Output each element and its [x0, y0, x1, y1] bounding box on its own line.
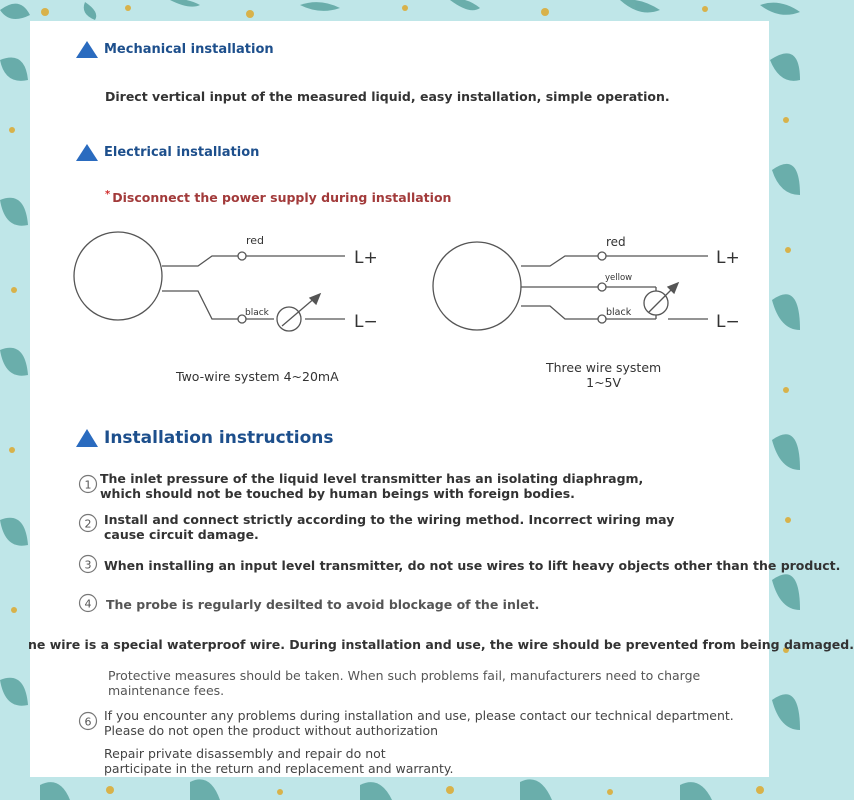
instruction-6-line2: Please do not open the product without authorization	[104, 723, 439, 738]
electrical-title: Electrical installation	[104, 145, 260, 160]
number-1-icon	[78, 474, 98, 498]
number-6-icon	[78, 711, 98, 735]
instruction-6	[104, 708, 734, 738]
two-wire-diagram	[74, 232, 345, 331]
two-wire-lplus: L+	[354, 248, 378, 268]
three-wire-caption	[546, 360, 661, 390]
instruction-5b-line2: maintenance fees.	[108, 683, 225, 698]
instructions-title: Installation instructions	[104, 428, 334, 448]
warning-text: Disconnect the power supply during installation	[112, 190, 452, 206]
instruction-2-line1: Install and connect strictly according to the wiring method. Incorrect wiring may	[104, 512, 675, 527]
number-3-icon	[78, 554, 98, 578]
instruction-6-line1: If you encounter any problems during installation and use, please contact our technical department.	[104, 708, 734, 723]
instruction-5-continued	[108, 668, 700, 698]
two-wire-red-label: red	[246, 234, 265, 247]
repair-notice-line1: Repair private disassembly and repair do not	[104, 746, 386, 761]
three-wire-yellow-label: yellow	[605, 273, 633, 283]
repair-notice	[104, 746, 454, 776]
document-sheet	[28, 21, 854, 777]
instructions-heading	[76, 428, 334, 448]
instruction-5: ne wire is a special waterproof wire. During installation and use, the wire should be prevented from being damaged.	[28, 637, 854, 652]
three-wire-caption-line1: Three wire system	[546, 360, 662, 375]
wiring-diagrams	[30, 21, 769, 401]
two-wire-caption: Two-wire system 4~20mA	[176, 369, 339, 384]
triangle-icon	[76, 429, 98, 447]
two-wire-black-label: black	[245, 308, 269, 318]
three-wire-caption-line2: 1~5V	[586, 375, 622, 390]
instruction-5b-line1: Protective measures should be taken. When such problems fail, manufacturers need to charge	[108, 668, 701, 683]
instruction-1-line1: The inlet pressure of the liquid level transmitter has an isolating diaphragm,	[100, 471, 644, 486]
instruction-1-line2: which should not be touched by human beings with foreign bodies.	[100, 486, 575, 501]
three-wire-black-label: black	[606, 307, 632, 318]
warning-asterisk: *	[105, 189, 111, 200]
number-2-text: 2	[84, 517, 92, 531]
number-6-text: 6	[84, 715, 92, 729]
three-wire-lminus: L−	[716, 312, 740, 332]
number-4-icon	[78, 593, 98, 617]
number-3-text: 3	[84, 558, 92, 572]
three-wire-diagram	[433, 242, 708, 330]
instruction-3: When installing an input level transmitter, do not use wires to lift heavy objects other than the product.	[104, 558, 841, 573]
instruction-2	[104, 512, 674, 542]
two-wire-lminus: L−	[354, 312, 378, 332]
number-4-text: 4	[84, 597, 92, 611]
three-wire-red-label: red	[606, 235, 626, 249]
number-2-icon	[78, 513, 98, 537]
instruction-1	[100, 471, 643, 501]
mechanical-text: Direct vertical input of the measured liquid, easy installation, simple operation.	[105, 89, 670, 104]
instruction-4: The probe is regularly desilted to avoid blockage of the inlet.	[106, 597, 540, 612]
instruction-2-line2: cause circuit damage.	[104, 527, 259, 542]
repair-notice-line2: participate in the return and replacement and warranty.	[104, 761, 454, 776]
mechanical-title: Mechanical installation	[104, 42, 274, 57]
three-wire-lplus: L+	[716, 248, 740, 268]
number-1-text: 1	[84, 478, 92, 492]
